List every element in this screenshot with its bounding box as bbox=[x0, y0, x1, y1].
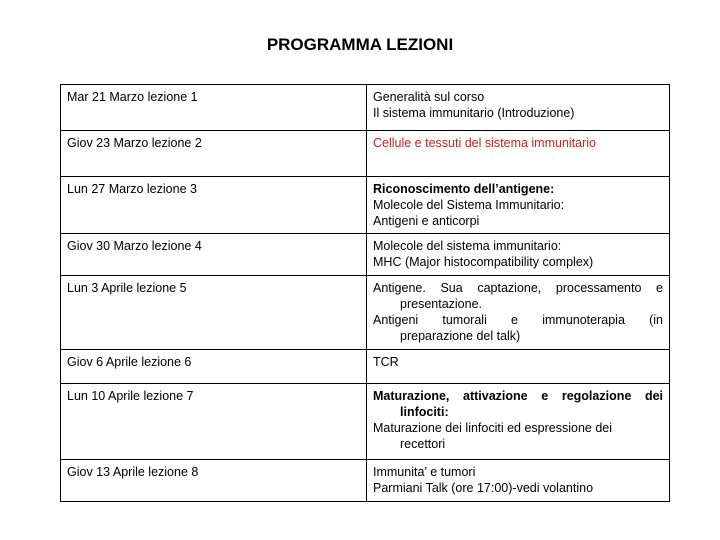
table-row bbox=[61, 350, 670, 384]
content-line: Immunita’ e tumori bbox=[373, 465, 476, 479]
content-line: TCR bbox=[373, 355, 399, 369]
lesson-date: Giov 23 Marzo lezione 2 bbox=[61, 131, 367, 177]
lesson-date: Mar 21 Marzo lezione 1 bbox=[61, 85, 367, 131]
content-line: Cellule e tessuti del sistema immunitario bbox=[373, 136, 597, 150]
lesson-date: Giov 30 Marzo lezione 4 bbox=[61, 234, 367, 276]
content-line: Maturazione, attivazione e regolazione dei bbox=[373, 389, 663, 403]
lesson-content bbox=[367, 131, 670, 177]
content-line: Antigeni tumorali e immunoterapia (in bbox=[373, 313, 663, 327]
lesson-date: Lun 10 Aprile lezione 7 bbox=[61, 384, 367, 460]
content-line: Maturazione dei linfociti ed espressione dei bbox=[373, 421, 613, 435]
table-row bbox=[61, 234, 670, 276]
lesson-date: Giov 6 Aprile lezione 6 bbox=[61, 350, 367, 384]
content-line: Molecole del sistema immunitario: bbox=[373, 239, 562, 253]
lesson-date: Giov 13 Aprile lezione 8 bbox=[61, 460, 367, 502]
lesson-content bbox=[367, 85, 670, 131]
content-line: Generalità sul corso bbox=[373, 90, 485, 104]
schedule-table bbox=[60, 84, 670, 502]
content-line: Parmiani Talk (ore 17:00)-vedi volantino bbox=[373, 481, 594, 495]
lesson-content bbox=[367, 384, 670, 460]
table-row bbox=[61, 131, 670, 177]
content-line: MHC (Major histocompatibility complex) bbox=[373, 255, 594, 269]
content-line: Riconoscimento dell’antigene: bbox=[373, 182, 555, 196]
lesson-content bbox=[367, 234, 670, 276]
table-row bbox=[61, 460, 670, 502]
lesson-date: Lun 27 Marzo lezione 3 bbox=[61, 177, 367, 234]
page-title: PROGRAMMA LEZIONI bbox=[266, 35, 454, 54]
content-line: Antigeni e anticorpi bbox=[373, 214, 480, 228]
table-row bbox=[61, 85, 670, 131]
lesson-content bbox=[367, 276, 670, 350]
content-line: presentazione. bbox=[400, 297, 483, 311]
lesson-date: Lun 3 Aprile lezione 5 bbox=[61, 276, 367, 350]
lesson-content bbox=[367, 460, 670, 502]
content-line: Il sistema immunitario (Introduzione) bbox=[373, 106, 575, 120]
content-line: recettori bbox=[400, 437, 446, 451]
content-line: Antigene. Sua captazione, processamento e bbox=[373, 281, 663, 295]
table-row bbox=[61, 276, 670, 350]
table-row bbox=[61, 177, 670, 234]
table-row bbox=[61, 384, 670, 460]
lesson-content bbox=[367, 177, 670, 234]
content-line: Molecole del Sistema Immunitario: bbox=[373, 198, 565, 212]
lesson-content bbox=[367, 350, 670, 384]
content-line: linfociti: bbox=[400, 405, 449, 419]
content-line: preparazione del talk) bbox=[400, 329, 521, 343]
